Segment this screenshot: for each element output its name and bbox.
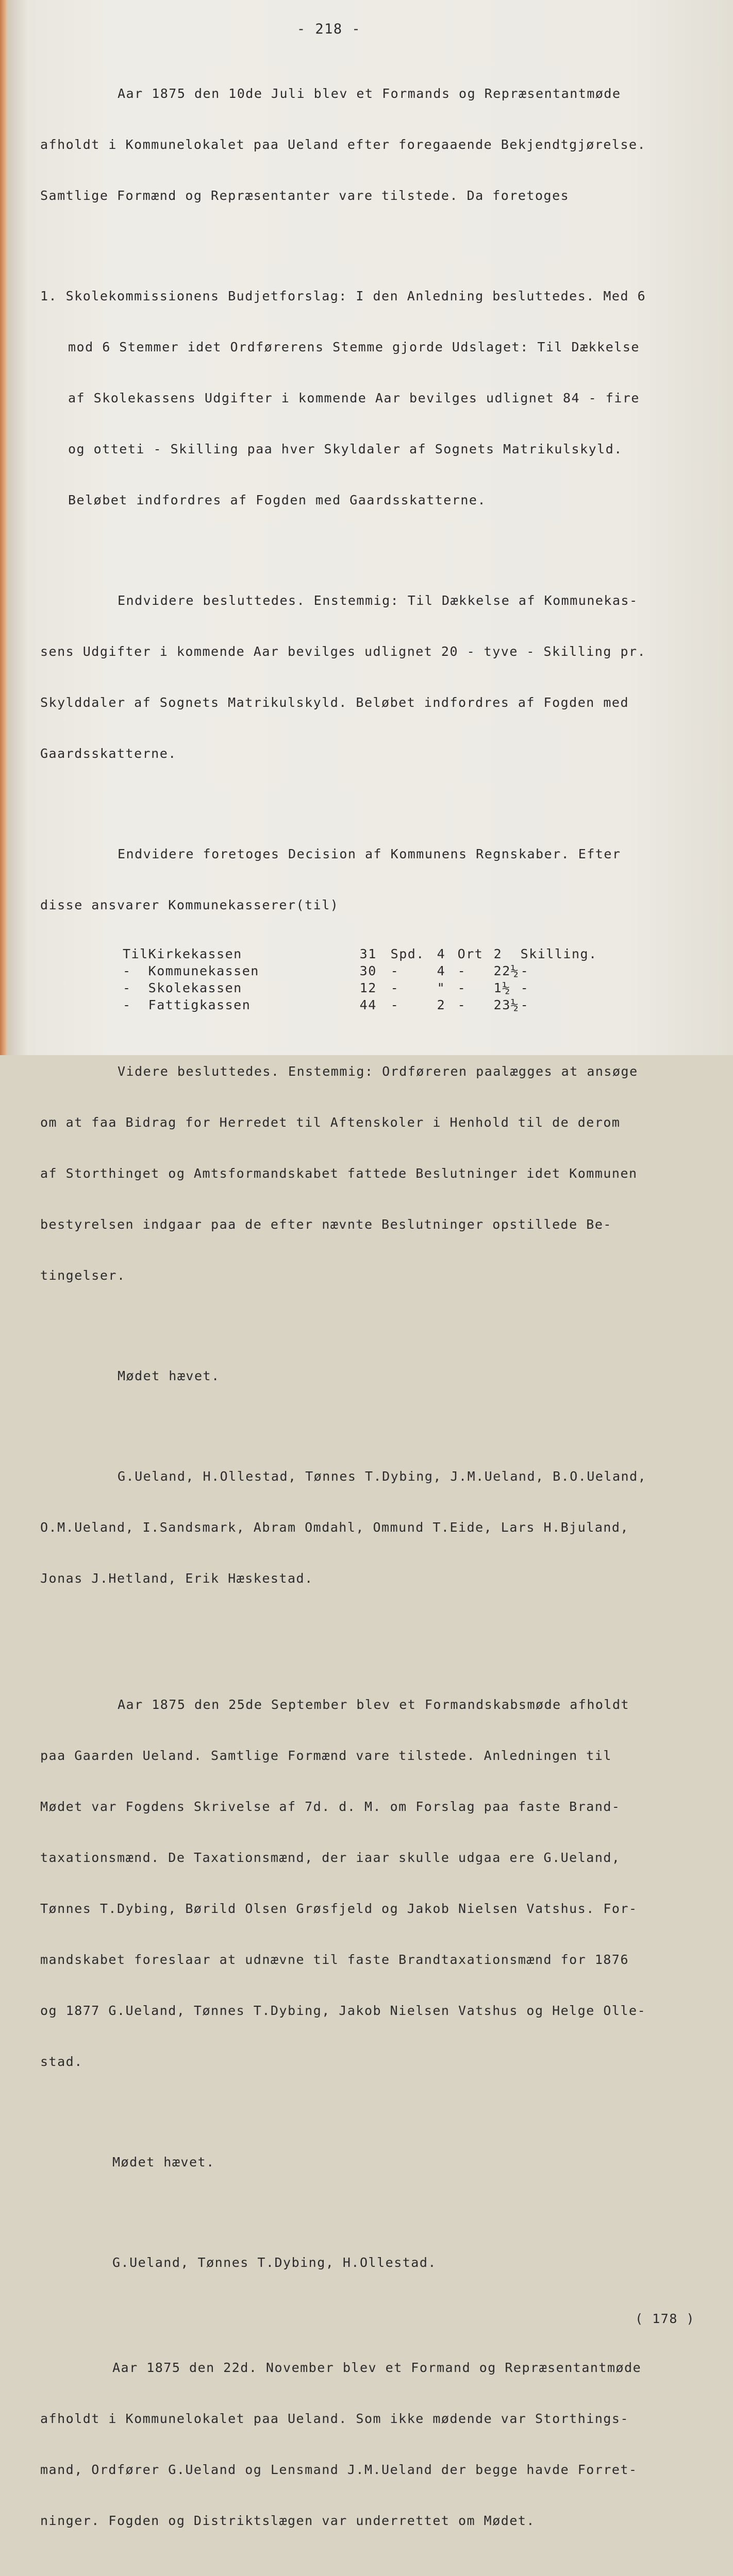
- speciedaler-unit: -: [390, 963, 399, 978]
- speciedaler-unit: -: [390, 997, 399, 1012]
- skilling-value: 1½: [493, 980, 511, 995]
- ort-value: 4: [437, 946, 446, 961]
- document-page: [7, 0, 733, 2528]
- text-line: ninger. Fogden og Distriktslægen var underrettet om Mødet.: [40, 2513, 535, 2528]
- text-line: og 1877 G.Ueland, Tønnes T.Dybing, Jakob Nielsen Vatshus og Helge Olle-: [40, 2003, 646, 2018]
- text-line: Samtlige Formænd og Repræsentanter vare tilstede. Da foretoges: [40, 188, 570, 203]
- skilling-value: 22½: [493, 963, 520, 978]
- table-row: [40, 962, 624, 979]
- text-line: Gaardsskatterne.: [40, 746, 177, 761]
- text-line: mandskabet foreslaar at udnævne til faste Brandtaxationsmænd for 1876: [40, 1952, 629, 1967]
- text-line: mand, Ordfører G.Ueland og Lensmand J.M.Ueland der begge havde Forret-: [40, 2462, 638, 2477]
- text-line: Beløbet indfordres af Fogden med Gaardsskatterne.: [68, 493, 487, 507]
- text-line: og otteti - Skilling paa hver Skyldaler af Sognets Matrikulskyld.: [68, 442, 623, 456]
- ort-unit: Ort: [457, 946, 484, 961]
- row-prefix: -: [123, 980, 131, 995]
- skilling-unit: -: [520, 997, 529, 1012]
- reference-number: ( 178 ): [635, 2311, 695, 2326]
- skilling-value: 23½: [493, 997, 520, 1012]
- meeting2-text: [40, 1662, 721, 2104]
- meeting3-intro: [40, 2325, 721, 2563]
- fund-name: Kirkekassen: [148, 946, 242, 961]
- text-line: om at faa Bidrag for Herredet til Aftenskoler i Henhold til de derom: [40, 1115, 621, 1130]
- text-line: afholdt i Kommunelokalet paa Ueland. Som ikke mødende var Storthings-: [40, 2411, 629, 2426]
- text-line: mod 6 Stemmer idet Ordførerens Stemme gjorde Udslaget: Til Dækkelse: [68, 340, 640, 354]
- text-line: af Storthinget og Amtsformandskabet fattede Beslutninger idet Kommunen: [40, 1166, 638, 1181]
- text-line: tingelser.: [40, 1268, 126, 1283]
- fund-name: Fattigkassen: [148, 997, 251, 1012]
- text-line: paa Gaarden Ueland. Samtlige Formænd vare tilstede. Anledningen til: [40, 1748, 612, 1763]
- text-line: sens Udgifter i kommende Aar bevilges udlignet 20 - tyve - Skilling pr.: [40, 644, 646, 659]
- page-content: [40, 21, 721, 2576]
- fund-name: Skolekassen: [148, 980, 242, 995]
- text-line: Mødet hævet.: [118, 1368, 220, 1383]
- speciedaler-value: 31: [359, 946, 377, 961]
- table-row: [40, 979, 624, 996]
- text-line: stad.: [40, 2054, 83, 2069]
- text-line: Aar 1875 den 10de Juli blev et Formands og Repræsentantmøde: [118, 86, 621, 101]
- text-line: Aar 1875 den 25de September blev et Formandskabsmøde afholdt: [118, 1697, 630, 1712]
- ort-unit: -: [457, 963, 467, 978]
- meeting1-signatures: [40, 1434, 721, 1621]
- text-line: Endvidere foretoges Decision af Kommunens Regnskaber. Efter: [118, 846, 621, 861]
- table-row: [40, 996, 624, 1013]
- row-prefix: -: [123, 997, 131, 1012]
- speciedaler-unit: Spd.: [390, 946, 425, 961]
- page-number: - 218 -: [296, 21, 361, 37]
- signature-line: Jonas J.Hetland, Erik Hæskestad.: [40, 1571, 313, 1586]
- text-line: Skylddaler af Sognets Matrikulskyld. Beløbet indfordres af Fogden med: [40, 695, 629, 710]
- ort-value: 2: [437, 997, 446, 1012]
- speciedaler-value: 44: [359, 997, 377, 1012]
- meeting1-intro: [40, 51, 721, 238]
- text-line: Tønnes T.Dybing, Børild Olsen Grøsfjeld og Jakob Nielsen Vatshus. For-: [40, 1901, 638, 1916]
- meeting2-closing: [40, 2120, 721, 2205]
- row-prefix: Til: [123, 946, 148, 961]
- meeting2-signatures: [40, 2220, 721, 2305]
- text-line: afholdt i Kommunelokalet paa Ueland efter foregaaende Bekjendtgjørelse.: [40, 137, 646, 152]
- ort-value: ": [437, 980, 446, 995]
- text-line: 1. Skolekommissionens Budjetforslag: I den Anledning besluttedes. Med 6: [40, 289, 646, 303]
- meeting1-endvidere1: [40, 558, 721, 796]
- speciedaler-unit: -: [390, 980, 399, 995]
- table-row: [40, 945, 624, 962]
- fund-name: Kommunekassen: [148, 963, 259, 978]
- ort-unit: -: [457, 980, 467, 995]
- speciedaler-value: 12: [359, 980, 377, 995]
- row-prefix: -: [123, 963, 131, 978]
- text-line: Endvidere besluttedes. Enstemmig: Til Dækkelse af Kommunekas-: [118, 593, 638, 608]
- skilling-value: 2: [493, 946, 503, 961]
- text-line: Mødet var Fogdens Skrivelse af 7d. d. M. om Forslag paa faste Brand-: [40, 1799, 621, 1814]
- accounts-table: [40, 945, 624, 1013]
- meeting1-videre: [40, 1029, 721, 1318]
- text-line: Videre besluttedes. Enstemmig: Ordføreren paalægges at ansøge: [118, 1064, 638, 1079]
- skilling-unit: Skilling.: [520, 946, 597, 961]
- signature-line: G.Ueland, H.Ollestad, Tønnes T.Dybing, J.M.Ueland, B.O.Ueland,: [118, 1469, 647, 1484]
- signature-line: O.M.Ueland, I.Sandsmark, Abram Omdahl, Ommund T.Eide, Lars H.Bjuland,: [40, 1520, 629, 1535]
- ort-unit: -: [457, 997, 467, 1012]
- skilling-unit: -: [520, 980, 529, 995]
- text-line: bestyrelsen indgaar paa de efter nævnte Beslutninger opstillede Be-: [40, 1217, 612, 1232]
- text-line: Aar 1875 den 22d. November blev et Formand og Repræsentantmøde: [112, 2360, 642, 2375]
- text-line: af Skolekassens Udgifter i kommende Aar bevilges udlignet 84 - fire: [68, 391, 640, 405]
- meeting1-item1: [40, 253, 721, 543]
- ort-value: 4: [437, 963, 446, 978]
- text-line: Mødet hævet.: [112, 2155, 215, 2170]
- text-line: disse ansvarer Kommunekasserer(til): [40, 897, 339, 912]
- book-binding-edge: [0, 0, 7, 1055]
- meeting1-closing: [40, 1333, 721, 1418]
- signature-line: G.Ueland, Tønnes T.Dybing, H.Ollestad.: [112, 2255, 437, 2270]
- text-line: taxationsmænd. De Taxationsmænd, der iaar skulle udgaa ere G.Ueland,: [40, 1850, 621, 1865]
- speciedaler-value: 30: [359, 963, 377, 978]
- skilling-unit: -: [520, 963, 529, 978]
- meeting1-endvidere2: [40, 811, 721, 947]
